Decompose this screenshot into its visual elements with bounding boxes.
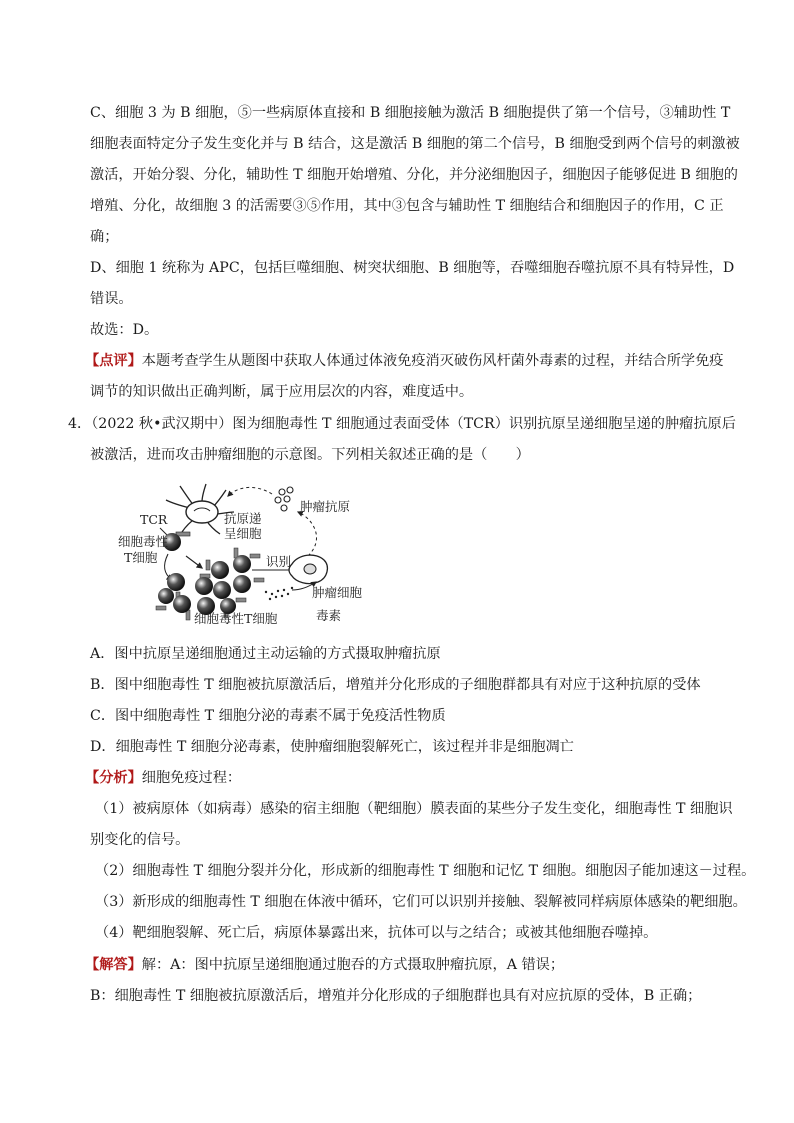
question-number: 4． (68, 416, 92, 432)
text-line: 细胞表面特定分子发生变化并与 B 结合，这是激活 B 细胞的第二个信号，B 细胞受到两个信号的刺激被 (90, 136, 740, 152)
analysis-head: 细胞免疫过程： (141, 770, 242, 786)
option-b: B．图中细胞毒性 T 细胞被抗原激活后，增殖并分化形成的子细胞群都具有对应于这种抗原的受体 (90, 677, 701, 693)
ctl-cluster (156, 548, 264, 620)
comment-text: 本题考查学生从题图中获取人体通过体液免疫消灭破伤风杆菌外毒素的过程，并结合所学免疫 (141, 353, 724, 369)
analysis-line (85, 768, 241, 788)
text-line: 增殖、分化，故细胞 3 的活需要③⑤作用，其中③包含与辅助性 T 细胞结合和细胞因子的作用，C 正 (90, 198, 724, 214)
comment-line (85, 351, 723, 371)
text-line: 激活，开始分裂、分化，辅助性 T 细胞开始增殖、分化，并分泌细胞因子，细胞因子能够促进 B 细胞的 (90, 167, 738, 183)
solution-line: B：细胞毒性 T 细胞被抗原激活后，增殖并分化形成的子细胞群也具有对应抗原的受体，B 正确； (90, 988, 702, 1004)
answer-line: 故选：D。 (90, 322, 159, 338)
label-tumor-cell: 肿瘤细胞 (312, 585, 363, 600)
question-line (68, 414, 736, 434)
analysis-item: 别变化的信号。 (90, 832, 190, 848)
label-tumor-antigen: 肿瘤抗原 (300, 499, 351, 514)
solution-line (85, 955, 564, 975)
label-tcr: TCR (140, 512, 168, 527)
text-line: 错误。 (90, 291, 133, 307)
option-a: A．图中抗原呈递细胞通过主动运输的方式摄取肿瘤抗原 (90, 646, 441, 662)
text-line: D、细胞 1 统称为 APC，包括巨噬细胞、树突状细胞、B 细胞等，吞噬细胞吞噬抗原不具有特异性，D (90, 260, 735, 276)
option-c: C．图中细胞毒性 T 细胞分泌的毒素不属于免疫活性物质 (90, 708, 446, 724)
tumor-cell-icon (289, 555, 327, 584)
label-ctl-2: T细胞 (124, 550, 158, 565)
label-toxin: 毒素 (316, 608, 342, 623)
question-line: 被激活，进而攻击肿瘤细胞的示意图。下列相关叙述正确的是（ ） (90, 447, 530, 463)
analysis-item: （1）被病原体（如病毒）感染的宿主细胞（靶细胞）膜表面的某些分子发生变化，细胞毒性 T 细胞识 (95, 801, 733, 817)
antigen-release-arrow (298, 512, 317, 556)
question-text: （2022 秋•武汉期中）图为细胞毒性 T 细胞通过表面受体（TCR）识别抗原呈递细胞呈递的肿瘤抗原后 (91, 416, 736, 432)
text-line: 确； (90, 229, 119, 245)
solution-tag: 【解答】 (85, 957, 142, 973)
solution-text: 解：A：图中抗原呈递细胞通过胞吞的方式摄取肿瘤抗原，A 错误； (141, 957, 565, 973)
text-line: C、细胞 3 为 B 细胞，⑤一些病原体直接和 B 细胞接触为激活 B 细胞提供了第一个信号，③辅助性 T (90, 105, 731, 121)
option-d: D．细胞毒性 T 细胞分泌毒素，使肿瘤细胞裂解死亡，该过程并非是细胞凋亡 (90, 739, 574, 755)
proliferation-arrow (186, 556, 202, 568)
analysis-item: （3）新形成的细胞毒性 T 细胞在体液中循环，它们可以识别并接触、裂解被同样病原体感染的靶细胞。 (95, 894, 747, 910)
comment-tag: 【点评】 (85, 353, 142, 369)
tumor-antigen-icon (275, 487, 293, 511)
diagram-svg (116, 478, 396, 634)
text-line: 调节的知识做出正确判断，属于应用层次的内容，难度适中。 (90, 384, 474, 400)
toxin-dots (265, 587, 293, 600)
antigen-uptake-arrow (228, 487, 272, 496)
label-apc-2: 呈细胞 (224, 526, 262, 541)
analysis-item: （4）靶细胞裂解、死亡后，病原体暴露出来，抗体可以与之结合；或被其他细胞吞噬掉。 (95, 925, 658, 941)
label-ctl-group: 细胞毒性T细胞 (194, 611, 278, 626)
analysis-item: （2）细胞毒性 T 细胞分裂并分化，形成新的细胞毒性 T 细胞和记忆 T 细胞。细胞因子能加速这－过程。 (95, 863, 756, 879)
label-ctl-1: 细胞毒性 (118, 534, 169, 549)
label-apc-1: 抗原递 (224, 511, 262, 526)
analysis-tag: 【分析】 (85, 770, 142, 786)
ctl-tumor-diagram (116, 478, 396, 634)
label-recognize: 识别 (266, 554, 292, 569)
